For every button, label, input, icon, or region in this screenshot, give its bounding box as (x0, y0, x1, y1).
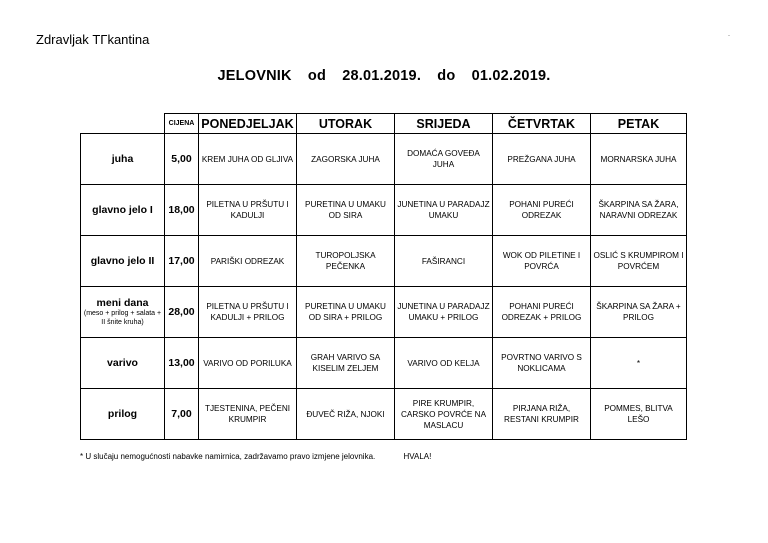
footnote-thanks: HVALA! (403, 452, 432, 461)
dish-cell: PIRJANA RIŽA, RESTANI KRUMPIR (493, 389, 591, 440)
dish-cell: JUNETINA U PARADAJZ UMAKU (395, 185, 493, 236)
dish-cell: PREŽGANA JUHA (493, 134, 591, 185)
dish-cell: VARIVO OD PORILUKA (199, 338, 297, 389)
row-price: 18,00 (165, 185, 199, 236)
row-label (81, 389, 165, 440)
row-price: 17,00 (165, 236, 199, 287)
dish-cell: MORNARSKA JUHA (591, 134, 687, 185)
dish-cell: POMMES, BLITVA LEŠO (591, 389, 687, 440)
dish-cell: PARIŠKI ODREZAK (199, 236, 297, 287)
table-row (81, 389, 687, 440)
dish-cell: ZAGORSKA JUHA (297, 134, 395, 185)
row-price: 13,00 (165, 338, 199, 389)
table-header-row (81, 114, 687, 134)
dish-cell: KREM JUHA OD GLJIVA (199, 134, 297, 185)
row-label (81, 338, 165, 389)
dish-cell: ĐUVEČ RIŽA, NJOKI (297, 389, 395, 440)
dish-cell: DOMAĆA GOVEĐA JUHA (395, 134, 493, 185)
footnote-text: * U slučaju nemogućnosti nabavke namirnica, zadržavamo pravo izmjene jelovnika. (80, 452, 376, 461)
row-price: 5,00 (165, 134, 199, 185)
dish-cell: FAŠIRANCI (395, 236, 493, 287)
dish-cell: ŠKARPINA SA ŽARA, NARAVNI ODREZAK (591, 185, 687, 236)
row-price: 7,00 (165, 389, 199, 440)
row-price: 28,00 (165, 287, 199, 338)
dish-cell: OSLIĆ S KRUMPIROM I POVRĆEM (591, 236, 687, 287)
row-label (81, 236, 165, 287)
corner-mark: - (728, 33, 730, 39)
dish-cell: PILETNA U PRŠUTU I KADULJI (199, 185, 297, 236)
dish-cell: GRAH VARIVO SA KISELIM ZELJEM (297, 338, 395, 389)
row-label-text: varivo (107, 357, 138, 369)
title-od: od (307, 68, 327, 84)
row-label (81, 287, 165, 338)
table-row (81, 338, 687, 389)
dish-cell: TJESTENINA, PEČENI KRUMPIR (199, 389, 297, 440)
row-label-text: glavno jelo I (92, 204, 153, 216)
footnote (80, 452, 431, 461)
dish-cell: PIRE KRUMPIR, CARSKO POVRĆE NA MASLACU (395, 389, 493, 440)
row-label-text: juha (111, 153, 134, 165)
price-header: CIJENA (165, 114, 199, 134)
day-header-tuesday: UTORAK (297, 114, 395, 134)
row-label-text: glavno jelo II (90, 255, 155, 267)
row-label-subtext: (meso + prilog + salata + II šnite kruha) (83, 310, 162, 326)
day-header-wednesday: SRIJEDA (395, 114, 493, 134)
table-row (81, 185, 687, 236)
dish-cell: WOK OD PILETINE I POVRĆA (493, 236, 591, 287)
dish-cell: JUNETINA U PARADAJZ UMAKU + PRILOG (395, 287, 493, 338)
day-header-friday: PETAK (591, 114, 687, 134)
menu-table (80, 113, 687, 440)
title-word: JELOVNIK (217, 68, 292, 84)
menu-title (0, 68, 768, 84)
dish-cell: TUROPOLJSKA PEČENKA (297, 236, 395, 287)
day-header-thursday: ČETVRTAK (493, 114, 591, 134)
dish-cell: * (591, 338, 687, 389)
header-blank-cell (81, 114, 165, 134)
dish-cell: POVRTNO VARIVO S NOKLICAMA (493, 338, 591, 389)
dish-cell: PURETINA U UMAKU OD SIRA (297, 185, 395, 236)
table-row (81, 134, 687, 185)
title-date-to: 01.02.2019. (471, 68, 551, 84)
company-name: Zdravljak ΤΓkantina (36, 32, 150, 47)
row-label-text: prilog (107, 408, 138, 420)
title-do: do (437, 68, 456, 84)
dish-cell: PILETNA U PRŠUTU I KADULJI + PRILOG (199, 287, 297, 338)
dish-cell: POHANI PUREĆI ODREZAK (493, 185, 591, 236)
row-label (81, 185, 165, 236)
dish-cell: POHANI PUREĆI ODREZAK + PRILOG (493, 287, 591, 338)
dish-cell: ŠKARPINA SA ŽARA + PRILOG (591, 287, 687, 338)
row-label-text: meni dana (96, 297, 149, 309)
table-row (81, 287, 687, 338)
row-label (81, 134, 165, 185)
title-date-from: 28.01.2019. (342, 68, 422, 84)
dish-cell: PURETINA U UMAKU OD SIRA + PRILOG (297, 287, 395, 338)
day-header-monday: PONEDJELJAK (199, 114, 297, 134)
dish-cell: VARIVO OD KELJA (395, 338, 493, 389)
table-row (81, 236, 687, 287)
